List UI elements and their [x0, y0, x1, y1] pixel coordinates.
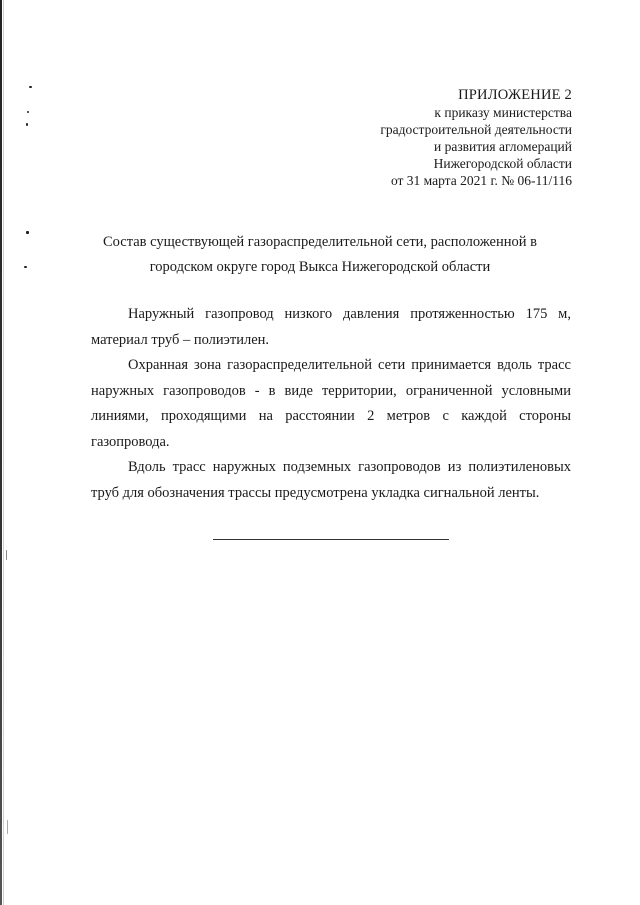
appendix-heading: ПРИЛОЖЕНИЕ 2 — [458, 87, 572, 103]
appendix-line: от 31 марта 2021 г. № 06-11/116 — [390, 173, 572, 188]
document-title — [90, 230, 550, 280]
end-divider — [213, 539, 449, 540]
appendix-line: Нижегородской области — [433, 156, 572, 171]
appendix-block — [380, 86, 572, 189]
scan-speck — [24, 266, 27, 268]
scan-edge — [0, 0, 2, 905]
document-body — [91, 302, 571, 506]
appendix-line: градостроительной деятельности — [380, 122, 572, 137]
scan-edge-faint — [3, 0, 4, 905]
paragraph: Охранная зона газораспределительной сети принимается вдоль трасс наружных газопроводов - в виде территории, ограниченной условными линиями, проходящими на расстоянии 2 метров с каждой стороны газопровода. — [91, 357, 571, 450]
scan-speck — [26, 123, 28, 126]
scan-speck — [29, 86, 32, 88]
title-line: Состав существующей газораспределительной сети, расположенной в — [103, 234, 537, 250]
paragraph: Наружный газопровод низкого давления протяженностью 175 м, материал труб – полиэтилен. — [91, 306, 571, 348]
title-line: городском округе город Выкса Нижегородской области — [149, 259, 491, 275]
scan-speck — [6, 550, 7, 560]
scan-speck — [7, 820, 8, 834]
paragraph: Вдоль трасс наружных подземных газопроводов из полиэтиленовых труб для обозначения трассы предусмотрена укладка сигнальной ленты. — [91, 459, 571, 501]
appendix-line: и развития агломераций — [433, 139, 572, 154]
scan-speck — [27, 111, 29, 113]
scan-speck — [26, 231, 29, 234]
appendix-line: к приказу министерства — [434, 105, 572, 120]
